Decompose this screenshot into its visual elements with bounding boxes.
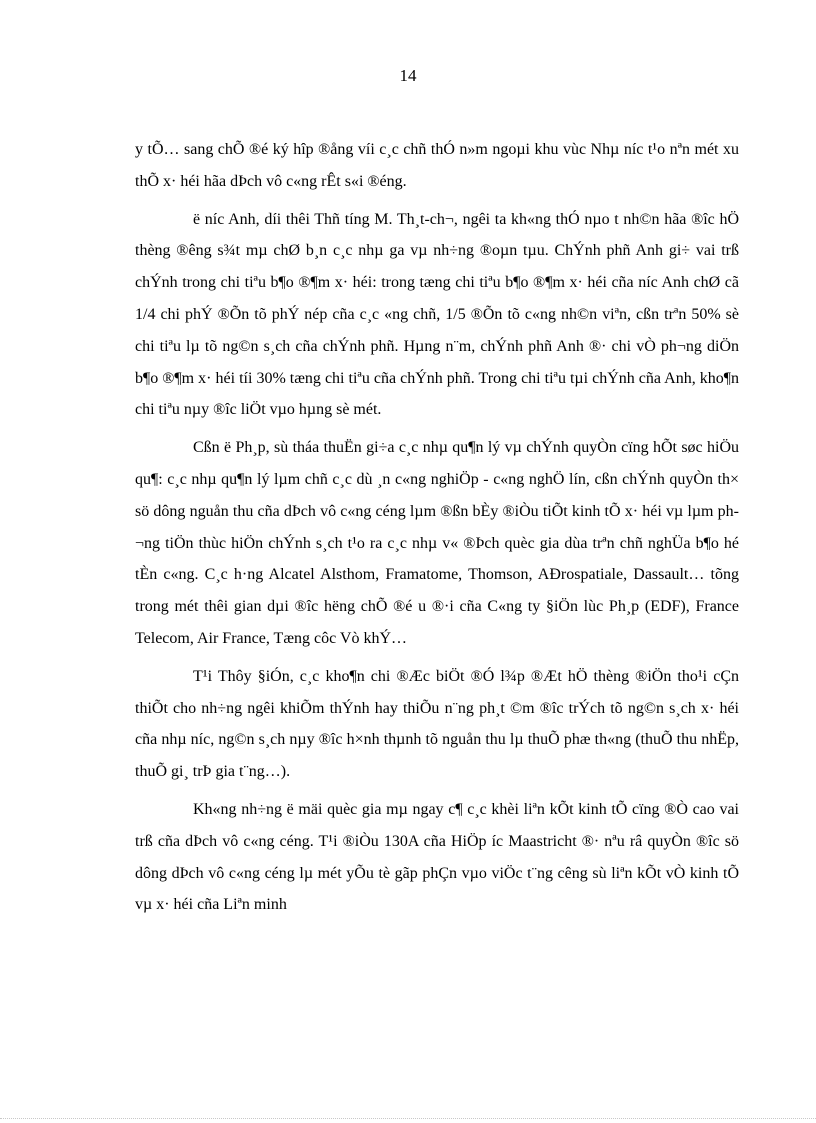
body-text [135,134,739,927]
paragraph-3: Cßn ë Ph¸p, sù tháa thuËn gi÷a c¸c nhµ qu¶n lý vµ chÝnh quyÒn cïng hÕt søc hiÖu qu¶: c¸c nhµ qu¶n lý lµm chñ c¸c dù ¸n c«ng nghiÖp - c«ng nghÖ lín, cßn chÝnh quyÒn th× sö dông nguån thu cña dÞch vô c«ng céng lµm ®ßn bÈy ®iÒu tiÕt kinh tÕ x· héi vµ lµm ph¬ng tiÖn thùc hiÖn chÝnh s¸ch t¹o ra c¸c nhµ v« ®Þch quèc gia dùa trªn chñ nghÜa b¶o hé tÈn c«ng. C¸c h·ng Alcatel Alsthom, Framatome, Thomson, AÐrospatiale, Dassault… tõng trong mét thêi gian dµi ®îc hëng chÕ ®é u ®·i cña C«ng ty §iÖn lùc Ph¸p (EDF), France Telecom, Air France, Tæng côc Vò khÝ… [135,439,739,647]
paragraph-5: Kh«ng nh÷ng ë mäi quèc gia mµ ngay c¶ c¸c khèi liªn kÕt kinh tÕ cïng ®Ò cao vai trß cña dÞch vô c«ng céng. T¹i ®iÒu 130A cña HiÖp íc Maastricht ®· nªu râ quyÒn ®îc sö dông dÞch vô c«ng céng lµ mét yÕu tè gãp phÇn vµo viÖc t¨ng cêng sù liªn kÕt vÒ kinh tÕ vµ x· héi cña Liªn minh [135,800,739,914]
paragraph-4: T¹i Thôy §iÓn, c¸c kho¶n chi ®Æc biÖt ®Ó l¾p ®Æt hÖ thèng ®iÖn tho¹i cÇn thiÕt cho nh÷ng ngêi khiÕm thÝnh hay thiÕu n¨ng ph¸t ©m ®îc trÝch tõ ng©n s¸ch x· héi cña nhµ níc, ng©n s¸ch nµy ®îc h×nh thµnh tõ nguån thu lµ thuÕ phæ th«ng (thuÕ thu nhËp, thuÕ gi¸ trÞ gia t¨ng…). [135,667,739,781]
footer-divider [0,1118,816,1119]
paragraph-2: ë níc Anh, díi thêi Thñ tíng M. Th¸t-ch¬, ngêi ta kh«ng thÓ nµo t nh©n hãa ®îc hÖ thèng ®êng s¾t mµ chØ b¸n c¸c nhµ ga vµ nh÷ng ®oµn tµu. ChÝnh phñ Anh gi÷ vai trß chÝnh trong chi tiªu b¶o ®¶m x· héi: trong tæng chi tiªu b¶o ®¶m x· héi cña níc Anh chØ cã 1/4 chi phÝ ®Õn tõ phÝ nép cña c¸c «ng chñ, 1/5 ®Õn tõ c«ng nh©n viªn, cßn trªn 50% sè chi tiªu lµ tõ ng©n s¸ch cña chÝnh phñ. Hµng n¨m, chÝnh phñ Anh ®· chi vÒ ph¬ng diÖn b¶o ®¶m x· héi tíi 30% tæng chi tiªu cña chÝnh phñ. Trong chi tiªu tµi chÝnh cña Anh, kho¶n chi tiªu nµy ®îc liÖt vµo hµng sè mét. [135,210,739,419]
page-number: 14 [399,66,417,85]
paragraph-1: y tÕ… sang chÕ ®é ký hîp ®ång víi c¸c chñ thÓ n»m ngoµi khu vùc Nhµ níc t¹o nªn mét xu thÕ x· héi hãa dÞch vô c«ng rÊt s«i ®éng. [135,141,739,190]
